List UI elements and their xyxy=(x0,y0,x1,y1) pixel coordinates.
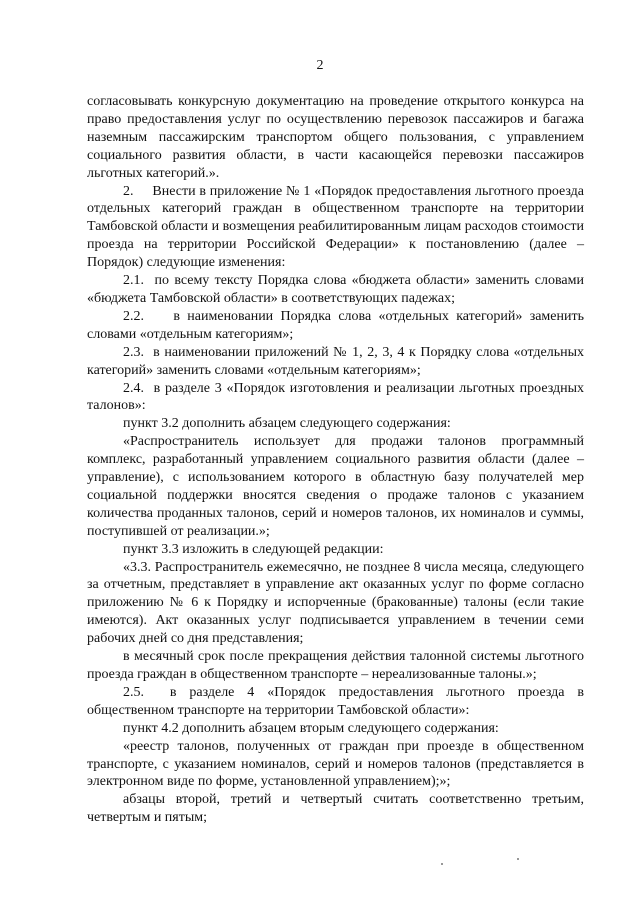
paragraph-clause-4-2-text: «реестр талонов, полученных от граждан при проезде в общественном транспорте, с указанием номиналов, серий и номеров талонов (представляется в электронном виде по форме, установленной управлением);»; xyxy=(87,738,584,790)
paragraph-clause-3-3-intro: пункт 3.3 изложить в следующей редакции: xyxy=(123,541,384,557)
paragraph-item-2-4: 2.4. в разделе 3 «Порядок изготовления и реализации льготных проездных талонов»: xyxy=(87,380,584,414)
paragraph-clause-3-2-intro: пункт 3.2 дополнить абзацем следующего содержания: xyxy=(123,416,451,432)
paragraph-item-2: 2. Внести в приложение № 1 «Порядок предоставления льготного проезда отдельных категорий граждан в общественном транспорте на территории Тамбовской области и возмещения реабилитированным лицам расходов стоимости проезда на территории Российской Федерации» к постановлению (далее – Порядок) следующие изменения: xyxy=(87,183,584,271)
paragraph-item-2-3: 2.3. в наименовании приложений № 1, 2, 3, 4 к Порядку слова «отдельных категорий» заменить словами «отдельным категориям»; xyxy=(87,344,584,378)
paragraph-clause-3-3-text: «3.3. Распространитель ежемесячно, не позднее 8 числа месяца, следующего за отчетным, представляет в управление акт оказанных услуг по форме согласно приложению № 6 к Порядку и испорченные (бракованные) талоны (если такие имеются). Акт оказанных услуг подписывается управлением в течении семи рабочих дней со дня представления; xyxy=(87,559,584,647)
paragraph-continuation: согласовывать конкурсную документацию на проведение открытого конкурса на право предоставления услуг по осуществлению перевозок пассажиров и багажа наземным пассажирским транспортом общего пользования, с управлением социального развития области, в части касающейся перевозки пассажиров льготных категорий.». xyxy=(87,94,584,181)
paragraph-clause-4-2-intro: пункт 4.2 дополнить абзацем вторым следующего содержания: xyxy=(123,720,499,736)
scan-speck xyxy=(517,858,519,860)
paragraph-item-2-2: 2.2. в наименовании Порядка слова «отдельных категорий» заменить словами «отдельным категориям»; xyxy=(87,308,584,342)
paragraph-renumbering: абзацы второй, третий и четвертый считать соответственно третьим, четвертым и пятым; xyxy=(87,792,584,826)
scan-speck xyxy=(441,863,443,865)
paragraph-item-2-5: 2.5. в разделе 4 «Порядок предоставления льготного проезда в общественном транспорте на территории Тамбовской области»: xyxy=(87,684,584,718)
paragraph-clause-3-3-text-2: в месячный срок после прекращения действия талонной системы льготного проезда граждан в общественном транспорте – нереализованные талоны.»; xyxy=(87,649,584,682)
document-body xyxy=(87,93,584,827)
paragraph-item-2-1: 2.1. по всему тексту Порядка слова «бюджета области» заменить словами «бюджета Тамбовской области» в соответствующих падежах; xyxy=(87,273,584,306)
paragraph-clause-3-2-text: «Распространитель использует для продажи талонов программный комплекс, разработанный управлением социального развития области (далее – управление), с использованием которого в областную базу получателей мер социальной поддержки вносятся сведения о продаже талонов с указанием количества проданных талонов, серий и номеров талонов, их номиналов и суммы, поступившей от реализации.»; xyxy=(87,434,584,539)
page-number: 2 xyxy=(316,58,324,73)
